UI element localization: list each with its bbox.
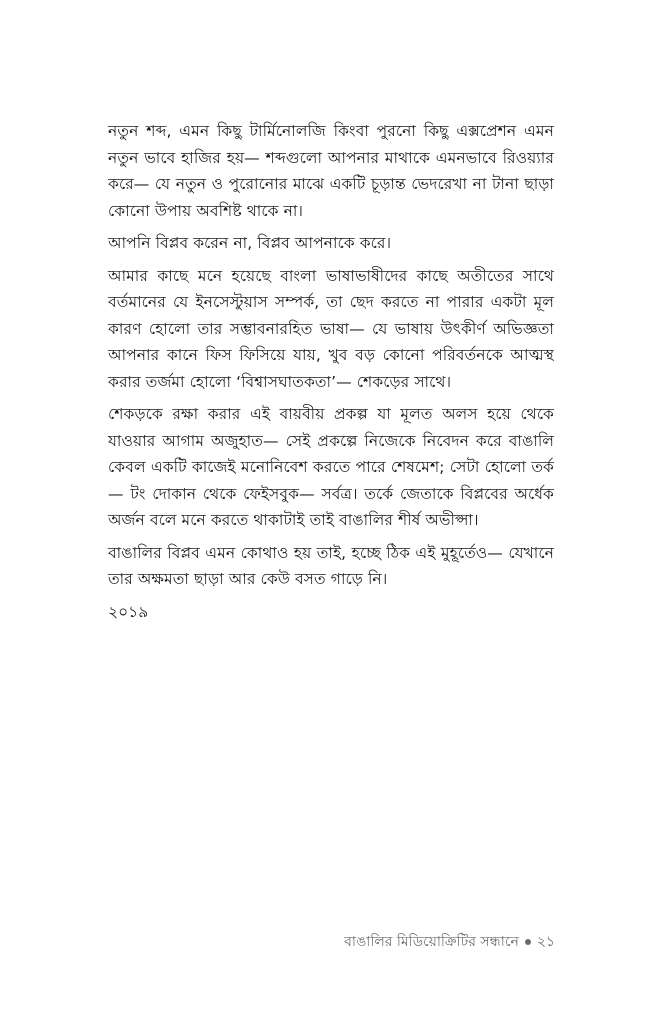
bullet-icon <box>525 939 531 945</box>
paragraph-5: বাঙালির বিপ্লব এমন কোথাও হয় তাই, হচ্ছে ঠিক এই মুহূর্তেও— যেখানে তার অক্ষমতা ছাড়া আর কেউ বসত গাড়ে নি। <box>108 543 554 588</box>
body-text <box>108 118 554 625</box>
paragraph-4: শেকড়কে রক্ষা করার এই বায়বীয় প্রকল্প যা মূলত অলস হয়ে থেকে যাওয়ার আগাম অজুহাত— সেই প্রকল্পে নিজেকে নিবেদন করে বাঙালি কেবল একটি কাজেই মনোনিবেশ করতে পারে শেষমেশ; সেটা হোলো তর্ক— টং দোকান থেকে ফেইসবুক— সর্বত্র। তর্কে জেতাকে বিপ্লবের অর্ধেক অর্জন বলে মনে করতে থাকাটাই তাই বাঙালির শীর্ষ অভীপ্সা। <box>108 405 554 529</box>
paragraph-1: নতুন শব্দ, এমন কিছু টার্মিনোলজি কিংবা পুরনো কিছু এক্সপ্রেশন এমন নতুন ভাবে হাজির হয়— শব্দগুলো আপনার মাথাকে এমনভাবে রিওয়্যার করে— যে নতুন ও পুরোনোর মাঝে একটি চূড়ান্ত ভেদরেখা না টানা ছাড়া কোনো উপায় অবশিষ্ট থাকে না। <box>108 122 554 220</box>
page-footer <box>344 930 555 954</box>
year-label: ২০১৯ <box>108 602 149 621</box>
running-title: বাঙালির মিডিয়োক্রিটির সন্ধানে <box>344 934 519 950</box>
paragraph-3: আমার কাছে মনে হয়েছে বাংলা ভাষাভাষীদের কাছে অতীতের সাথে বর্তমানের যে ইনসেস্টুয়াস সম্পর্ক, তা ছেদ করতে না পারার একটা মূল কারণ হোলো তার সম্ভাবনারহিত ভাষা— যে ভাষায় উৎকীর্ণ অভিজ্ঞতা আপনার কানে ফিস ফিসিয়ে যায়, খুব বড় কোনো পরিবর্তনকে আত্মস্থ করার তর্জমা হোলো ‘বিশ্বাসঘাতকতা’— শেকড়ের সাথে। <box>108 266 554 391</box>
paragraph-2: আপনি বিপ্লব করেন না, বিপ্লব আপনাকে করে। <box>108 234 392 252</box>
page-number: ২১ <box>536 934 555 950</box>
